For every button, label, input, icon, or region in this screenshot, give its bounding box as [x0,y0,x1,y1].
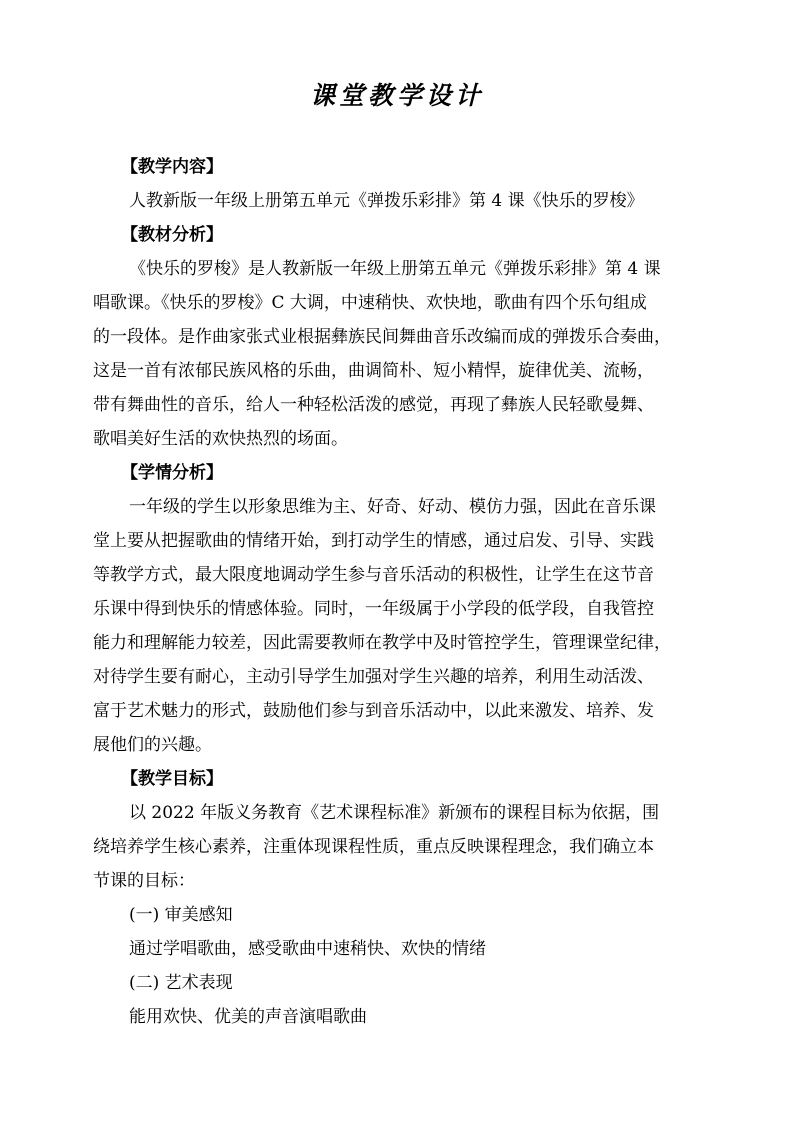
goal-item-text: 通过学唱歌曲，感受歌曲中速稍快、欢快的情绪 [129,939,486,959]
paragraph-textbook [93,252,711,456]
section-heading-content: 【教学内容】 [121,157,223,177]
page-title: 课堂教学设计 [309,81,484,110]
paragraph-line: 以 2022 年版义务教育《艺术课程标准》新颁布的课程目标为依据，围 [129,803,660,823]
paragraph-line: 人教新版一年级上册第五单元《弹拨乐彩排》第 4 课《快乐的罗梭》 [129,191,644,211]
paragraph-line: 的一段体。是作曲家张式业根据彝族民间舞曲音乐改编而成的弹拨乐合奏曲， [93,327,671,347]
section-heading-goals: 【教学目标】 [121,769,223,789]
paragraph-line: 堂上要从把握歌曲的情绪开始，到打动学生的情感，通过启发、引导、实践 [93,531,654,551]
section-heading-textbook: 【教材分析】 [121,225,223,245]
paragraph-line: 带有舞曲性的音乐，给人一种轻松活泼的感觉，再现了彝族人民轻歌曼舞、 [93,395,654,415]
paragraph-line: 展他们的兴趣。 [93,735,212,755]
document-body [93,150,711,1034]
paragraph-line: 绕培养学生核心素养，注重体现课程性质，重点反映课程理念，我们确立本 [93,837,654,857]
paragraph-line: 《快乐的罗梭》是人教新版一年级上册第五单元《弹拨乐彩排》第 4 课 [129,259,661,279]
paragraph-line: 能力和理解能力较差，因此需要教师在教学中及时管控学生，管理课堂纪律， [93,633,671,653]
paragraph-line: 这是一首有浓郁民族风格的乐曲，曲调简朴、短小精悍，旋律优美、流畅， [93,361,654,381]
goal-item-label: (二) 艺术表现 [129,973,233,993]
goal-item-label: (一) 审美感知 [129,905,233,925]
paragraph-line: 一年级的学生以形象思维为主、好奇、好动、模仿力强，因此在音乐课 [129,497,656,517]
section-heading-students: 【学情分析】 [121,463,223,483]
paragraph-goals [93,796,711,898]
paragraph-line: 节课的目标： [93,871,195,891]
goal-item-text: 能用欢快、优美的声音演唱歌曲 [129,1007,367,1027]
paragraph-line: 富于艺术魅力的形式，鼓励他们参与到音乐活动中，以此来激发、培养、发 [93,701,654,721]
paragraph-line: 对待学生要有耐心，主动引导学生加强对学生兴趣的培养，利用生动活泼、 [93,667,654,687]
paragraph-line: 等教学方式，最大限度地调动学生参与音乐活动的积极性，让学生在这节音 [93,565,654,585]
paragraph-students [93,490,711,762]
paragraph-line: 歌唱美好生活的欢快热烈的场面。 [93,429,348,449]
paragraph-line: 唱歌课。《快乐的罗梭》C 大调，中速稍快、欢快地，歌曲有四个乐句组成 [93,293,647,313]
paragraph-line: 乐课中得到快乐的情感体验。同时，一年级属于小学段的低学段，自我管控 [93,599,654,619]
